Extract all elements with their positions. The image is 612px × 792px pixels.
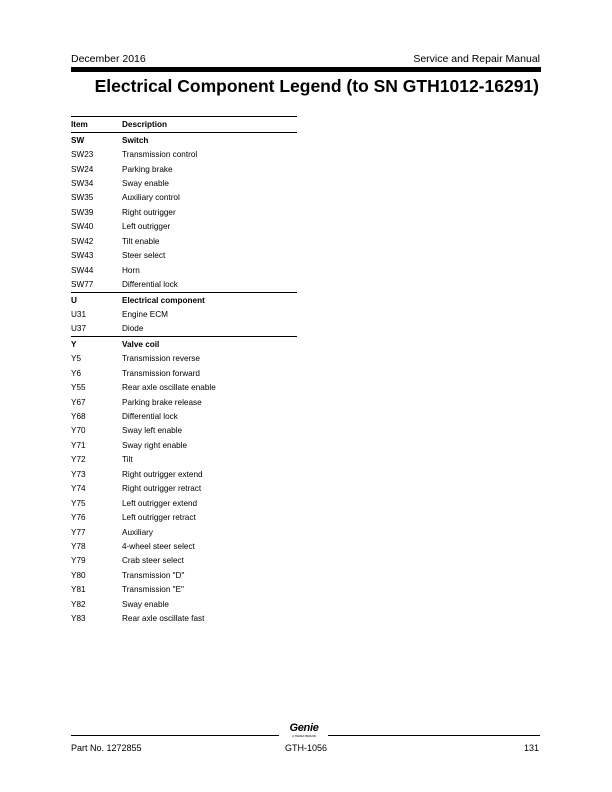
- table-row: [71, 234, 297, 248]
- item-code: Y72: [71, 455, 86, 465]
- item-code: SW23: [71, 150, 94, 160]
- item-code: Y80: [71, 570, 86, 580]
- header-date: December 2016: [71, 53, 146, 65]
- group-name: Valve coil: [122, 337, 297, 352]
- item-code: SW34: [71, 179, 94, 189]
- item-code: Y78: [71, 541, 86, 551]
- table-row: [71, 322, 297, 337]
- item-description: Rear axle oscillate fast: [122, 614, 205, 624]
- item-description: Differential lock: [122, 280, 178, 290]
- table-row: [71, 205, 297, 219]
- item-code: Y79: [71, 556, 86, 566]
- table-header-row: [71, 117, 297, 133]
- item-description: Rear axle oscillate enable: [122, 383, 216, 393]
- component-legend-table: [71, 116, 297, 626]
- table-row: [71, 453, 297, 467]
- footer-model: GTH-1056: [284, 743, 328, 753]
- item-description: Auxiliary control: [122, 193, 180, 203]
- item-code: U31: [71, 309, 87, 319]
- page-title: Electrical Component Legend (to SN GTH1012-16291): [94, 76, 539, 96]
- item-description: Transmission "D": [122, 570, 185, 580]
- group-header-row: [71, 133, 297, 148]
- footer-rule-right: [328, 735, 540, 736]
- table-row: [71, 162, 297, 176]
- logo-wordmark: Genie: [289, 722, 319, 734]
- table-row: [71, 510, 297, 524]
- table-row: [71, 249, 297, 263]
- item-description: Right outrigger: [122, 207, 176, 217]
- item-description: Parking brake release: [122, 397, 202, 407]
- header-manual-title: Service and Repair Manual: [413, 53, 540, 65]
- table-row: [71, 438, 297, 452]
- item-code: Y5: [71, 354, 82, 364]
- item-code: Y55: [71, 383, 86, 393]
- item-description: Right outrigger extend: [122, 469, 203, 479]
- column-header-item: Item: [71, 117, 122, 133]
- table-row: [71, 482, 297, 496]
- item-code: Y76: [71, 513, 86, 523]
- header-rule: [71, 67, 541, 72]
- table-row: [71, 583, 297, 597]
- item-code: SW39: [71, 207, 94, 217]
- table-row: [71, 191, 297, 205]
- item-code: Y75: [71, 498, 86, 508]
- group-name: Electrical component: [122, 292, 297, 307]
- item-code: Y70: [71, 426, 86, 436]
- group-code: U: [71, 292, 122, 307]
- item-code: Y71: [71, 440, 86, 450]
- item-description: Tilt enable: [122, 236, 160, 246]
- item-description: Differential lock: [122, 412, 178, 422]
- table-row: [71, 568, 297, 582]
- table-row: [71, 380, 297, 394]
- item-code: Y67: [71, 397, 86, 407]
- table-row: [71, 554, 297, 568]
- footer-page-number: 131: [523, 743, 539, 753]
- logo-tagline: A TEREX BRAND: [292, 734, 316, 738]
- table-row: [71, 307, 297, 321]
- table-row: [71, 220, 297, 234]
- table-row: [71, 467, 297, 481]
- item-description: Auxiliary: [122, 527, 153, 537]
- item-description: Sway left enable: [122, 426, 183, 436]
- footer-rule-left: [71, 735, 279, 736]
- group-header-row: [71, 292, 297, 307]
- item-description: Parking brake: [122, 164, 173, 174]
- item-description: Right outrigger retract: [122, 484, 202, 494]
- item-code: SW43: [71, 251, 94, 261]
- item-code: SW40: [71, 222, 94, 232]
- item-description: Sway enable: [122, 179, 169, 189]
- item-code: Y6: [71, 368, 82, 378]
- item-description: 4-wheel steer select: [122, 541, 195, 551]
- table-row: [71, 366, 297, 380]
- group-name: Switch: [122, 135, 149, 145]
- table-row: [71, 263, 297, 277]
- table-row: [71, 352, 297, 366]
- table-row: [71, 424, 297, 438]
- item-code: Y81: [71, 585, 86, 595]
- table-row: [71, 611, 297, 625]
- table-row: [71, 409, 297, 423]
- item-code: U37: [71, 324, 87, 334]
- table-row: [71, 496, 297, 510]
- group-code: SW: [71, 135, 85, 145]
- item-code: Y83: [71, 614, 86, 624]
- item-code: SW44: [71, 265, 94, 275]
- item-code: Y73: [71, 469, 86, 479]
- item-code: Y77: [71, 527, 86, 537]
- item-description: Left outrigger: [122, 222, 171, 232]
- group-code: Y: [71, 337, 122, 352]
- item-description: Sway right enable: [122, 440, 188, 450]
- item-description: Engine ECM: [122, 309, 168, 319]
- genie-logo: [283, 722, 325, 742]
- item-description: Transmission forward: [122, 368, 200, 378]
- item-description: Tilt: [122, 455, 133, 465]
- table-row: [71, 539, 297, 553]
- item-code: SW42: [71, 236, 94, 246]
- table-row: [71, 525, 297, 539]
- table-row: [71, 597, 297, 611]
- item-description: Transmission "E": [122, 585, 184, 595]
- footer-part-number: Part No. 1272855: [71, 743, 142, 753]
- item-description: Horn: [122, 265, 140, 275]
- column-header-description: Description: [122, 117, 297, 133]
- item-description: Sway enable: [122, 599, 169, 609]
- item-description: Transmission reverse: [122, 354, 200, 364]
- group-header-row: [71, 337, 297, 352]
- item-description: Transmission control: [122, 150, 198, 160]
- item-description: Diode: [122, 324, 144, 334]
- table-row: [71, 176, 297, 190]
- item-description: Steer select: [122, 251, 166, 261]
- item-code: Y82: [71, 599, 86, 609]
- item-description: Left outrigger extend: [122, 498, 198, 508]
- table-row: [71, 395, 297, 409]
- item-code: SW35: [71, 193, 94, 203]
- table-row: [71, 147, 297, 161]
- table-row: [71, 277, 297, 292]
- item-code: SW77: [71, 280, 94, 290]
- item-description: Crab steer select: [122, 556, 184, 566]
- item-code: SW24: [71, 164, 94, 174]
- item-code: Y68: [71, 412, 86, 422]
- item-code: Y74: [71, 484, 86, 494]
- item-description: Left outrigger retract: [122, 513, 196, 523]
